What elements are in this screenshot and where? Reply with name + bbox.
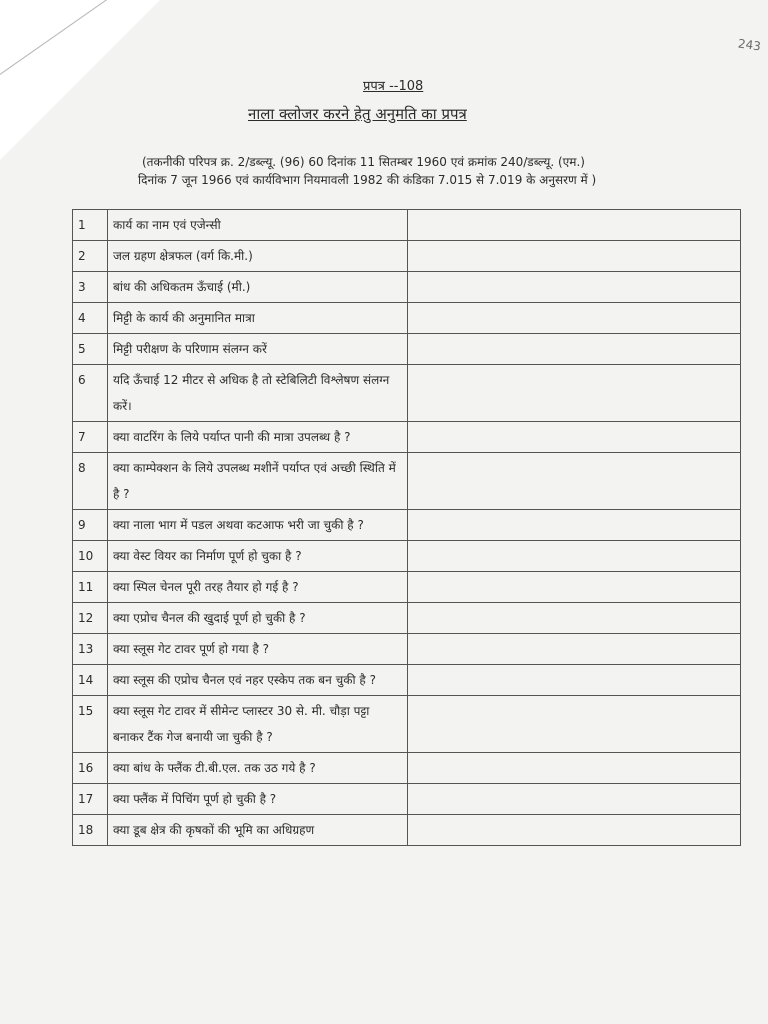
form-title: नाला क्लोजर करने हेतु अनुमति का प्रपत्र: [248, 105, 467, 123]
row-question: क्या नाला भाग में पडल अथवा कटआफ भरी जा चुकी है ?: [108, 510, 408, 541]
table-row: [73, 422, 741, 453]
row-question: कार्य का नाम एवं एजेन्सी: [108, 210, 408, 241]
table-row: [73, 241, 741, 272]
table-row: [73, 753, 741, 784]
row-answer-field[interactable]: [408, 815, 741, 846]
row-answer-field[interactable]: [408, 603, 741, 634]
row-number: 16: [73, 753, 108, 784]
row-question: क्या बांध के फ्लैंक टी.बी.एल. तक उठ गये है ?: [108, 753, 408, 784]
row-answer-field[interactable]: [408, 634, 741, 665]
table-row: [73, 541, 741, 572]
table-row: [73, 303, 741, 334]
reference-line-1: (तकनीकी परिपत्र क्र. 2/डब्ल्यू. (96) 60 दिनांक 11 सितम्बर 1960 एवं क्रमांक 240/डब्ल्यू. (एम.): [142, 155, 585, 169]
table-row: [73, 815, 741, 846]
row-number: 13: [73, 634, 108, 665]
row-answer-field[interactable]: [408, 696, 741, 753]
row-number: 3: [73, 272, 108, 303]
row-number: 8: [73, 453, 108, 510]
row-answer-field[interactable]: [408, 272, 741, 303]
row-number: 18: [73, 815, 108, 846]
table-row: [73, 334, 741, 365]
table-row: [73, 272, 741, 303]
row-number: 4: [73, 303, 108, 334]
row-question: यदि ऊँचाई 12 मीटर से अधिक है तो स्टेबिलिटी विश्लेषण संलग्न करें।: [108, 365, 408, 422]
row-answer-field[interactable]: [408, 510, 741, 541]
reference-note: [138, 153, 757, 189]
row-answer-field[interactable]: [408, 453, 741, 510]
table-row: [73, 572, 741, 603]
row-question: क्या स्लूस की एप्रोच चैनल एवं नहर एस्केप तक बन चुकी है ?: [108, 665, 408, 696]
row-number: 14: [73, 665, 108, 696]
row-number: 15: [73, 696, 108, 753]
form-number: [363, 76, 423, 94]
row-answer-field[interactable]: [408, 665, 741, 696]
row-question: क्या फ्लैंक में पिचिंग पूर्ण हो चुकी है ?: [108, 784, 408, 815]
row-answer-field[interactable]: [408, 422, 741, 453]
row-question: मिट्टी के कार्य की अनुमानित मात्रा: [108, 303, 408, 334]
row-question: जल ग्रहण क्षेत्रफल (वर्ग कि.मी.): [108, 241, 408, 272]
folded-corner: [0, 0, 160, 160]
row-number: 17: [73, 784, 108, 815]
row-number: 2: [73, 241, 108, 272]
table-row: [73, 696, 741, 753]
row-question: क्या वेस्ट वियर का निर्माण पूर्ण हो चुका है ?: [108, 541, 408, 572]
table-row: [73, 365, 741, 422]
row-question: क्या वाटरिंग के लिये पर्याप्त पानी की मात्रा उपलब्ध है ?: [108, 422, 408, 453]
row-answer-field[interactable]: [408, 303, 741, 334]
row-number: 7: [73, 422, 108, 453]
row-question: क्या स्लूस गेट टावर पूर्ण हो गया है ?: [108, 634, 408, 665]
handwritten-page-number: 243: [737, 36, 762, 54]
row-question: क्या एप्रोच चैनल की खुदाई पूर्ण हो चुकी है ?: [108, 603, 408, 634]
row-question: मिट्टी परीक्षण के परिणाम संलग्न करें: [108, 334, 408, 365]
table-row: [73, 665, 741, 696]
row-number: 1: [73, 210, 108, 241]
reference-line-2: दिनांक 7 जून 1966 एवं कार्यविभाग नियमावली 1982 की कंडिका 7.015 से 7.019 के अनुसरण में ): [138, 173, 597, 187]
row-answer-field[interactable]: [408, 334, 741, 365]
checklist-table: [72, 209, 741, 846]
table-row: [73, 784, 741, 815]
form-number-text: प्रपत्र --108: [363, 79, 424, 94]
row-number: 11: [73, 572, 108, 603]
row-number: 6: [73, 365, 108, 422]
table-row: [73, 453, 741, 510]
row-number: 12: [73, 603, 108, 634]
row-question: क्या डूब क्षेत्र की कृषकों की भूमि का अधिग्रहण: [108, 815, 408, 846]
row-question: क्या स्पिल चेनल पूरी तरह तैयार हो गई है ?: [108, 572, 408, 603]
row-answer-field[interactable]: [408, 241, 741, 272]
table-row: [73, 210, 741, 241]
row-answer-field[interactable]: [408, 210, 741, 241]
table-row: [73, 510, 741, 541]
table-row: [73, 634, 741, 665]
row-answer-field[interactable]: [408, 541, 741, 572]
table-row: [73, 603, 741, 634]
row-question: क्या काम्पेक्शन के लिये उपलब्ध मशीनें पर्याप्त एवं अच्छी स्थिति में है ?: [108, 453, 408, 510]
row-answer-field[interactable]: [408, 753, 741, 784]
row-number: 10: [73, 541, 108, 572]
row-answer-field[interactable]: [408, 365, 741, 422]
row-number: 5: [73, 334, 108, 365]
row-question: बांध की अधिकतम ऊँचाई (मी.): [108, 272, 408, 303]
row-number: 9: [73, 510, 108, 541]
row-answer-field[interactable]: [408, 572, 741, 603]
row-question: क्या स्लूस गेट टावर में सीमेन्ट प्लास्टर 30 से. मी. चौड़ा पट्टा बनाकर टैंक गेज बनायी जा चुकी है ?: [108, 696, 408, 753]
row-answer-field[interactable]: [408, 784, 741, 815]
